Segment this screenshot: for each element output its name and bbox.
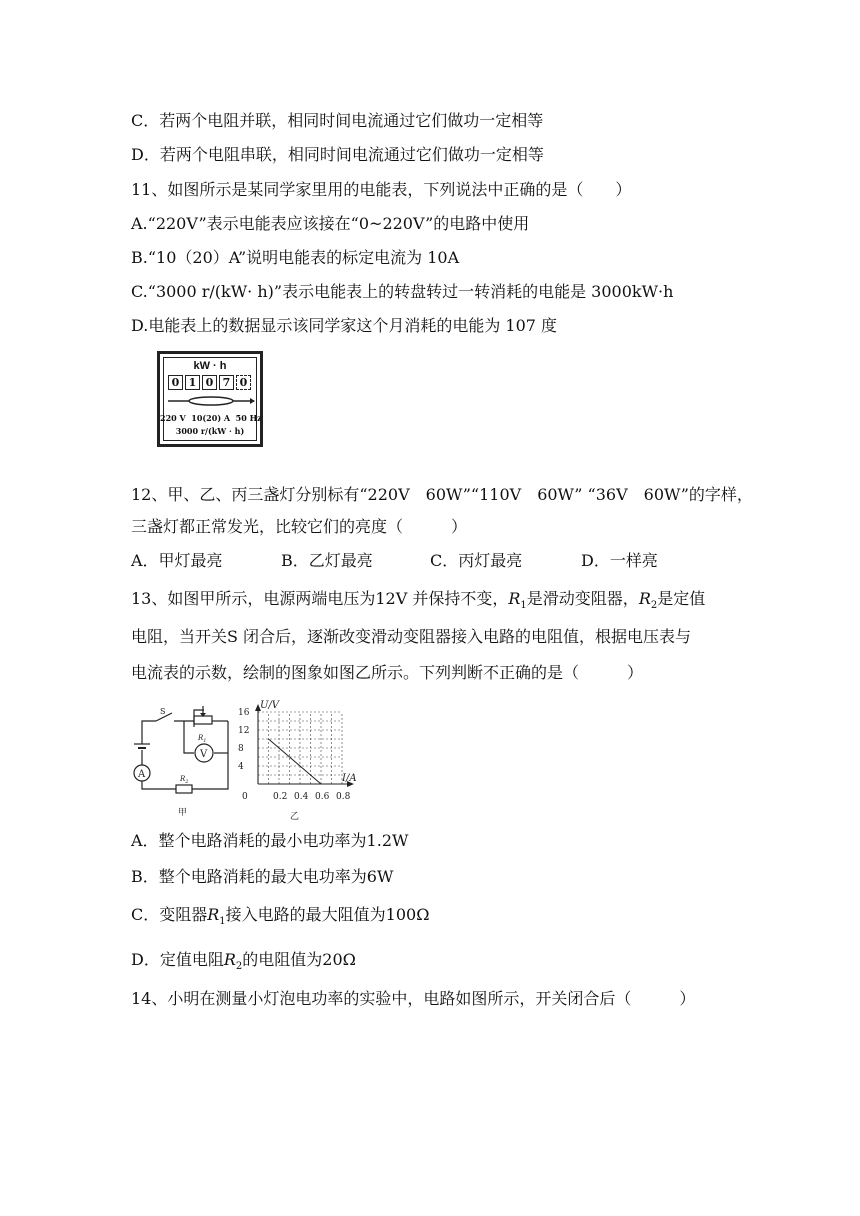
q10-option-d: D．若两个电阻串联，相同时间电流通过它们做功一定相等	[131, 145, 544, 164]
q13-option-c-part: C．变阻器	[131, 905, 208, 924]
x-axis-label: I/A	[342, 773, 357, 784]
x-tick-label: 0.4	[294, 792, 309, 802]
u-i-graph	[236, 700, 366, 822]
q12-stem-line1: 12、甲、乙、丙三盏灯分别标有“220V 60W”“110V 60W” “36V 60W”的字样，	[131, 485, 753, 504]
q13-stem-line1	[131, 589, 705, 616]
circuit-caption: 甲	[178, 808, 188, 818]
meter-digit: 1	[185, 375, 200, 390]
q13-option-d-part: D．定值电阻	[131, 950, 224, 969]
q13-stem-line2: 电阻，当开关S 闭合后，逐渐改变滑动变阻器接入电路的电阻值，根据电压表与	[131, 627, 692, 646]
y-tick-label: 8	[238, 744, 244, 754]
ammeter-label: A	[138, 769, 146, 780]
y-tick-label: 16	[238, 708, 250, 718]
graph-caption: 乙	[290, 812, 300, 822]
meter-digit-decimal: 0	[236, 375, 251, 390]
q11-stem: 11、如图所示是某同学家里用的电能表，下列说法中正确的是（ ）	[131, 180, 632, 199]
q11-option-b: B.“10（20）A”说明电能表的标定电流为 10A	[131, 248, 460, 267]
r1-subscript: 1	[219, 916, 226, 927]
q13-option-a: A．整个电路消耗的最小电功率为1.2W	[131, 831, 409, 850]
meter-unit: kW · h	[193, 360, 227, 372]
x-tick-label: 0.8	[336, 792, 351, 802]
circuit-r1-label: $R_1$	[198, 734, 207, 744]
y-tick-label: 4	[238, 762, 244, 772]
q13-stem-line3: 电流表的示数，绘制的图象如图乙所示。下列判断不正确的是（ ）	[131, 663, 644, 682]
circuit-diagram	[126, 702, 246, 822]
meter-digit: 7	[219, 375, 234, 390]
q13-option-c-part: 接入电路的最大阻值为100Ω	[225, 905, 430, 924]
meter-digits	[168, 375, 251, 390]
electric-meter-figure	[157, 351, 263, 447]
q11-option-d: D.电能表上的数据显示该同学家这个月消耗的电能为 107 度	[131, 316, 558, 335]
meter-disc-icon	[166, 394, 256, 408]
y-axis-label: U/V	[260, 700, 280, 711]
r1-symbol: R	[207, 905, 220, 924]
x-tick-label: 0.2	[273, 792, 288, 802]
q12-option-d: D．一样亮	[581, 551, 658, 570]
q13-option-d	[131, 950, 356, 977]
q13-option-b: B．整个电路消耗的最大电功率为6W	[131, 867, 394, 886]
q11-option-a: A.“220V”表示电能表应该接在“0~220V”的电路中使用	[131, 214, 530, 233]
q13-stem-part: 是滑动变阻器，	[526, 589, 639, 608]
circuit-r2-label: $R_2$	[180, 775, 189, 785]
r1-symbol: R	[508, 589, 521, 608]
r2-subscript: 2	[650, 600, 658, 611]
q14-stem: 14、小明在测量小灯泡电功率的实验中，电路如图所示，开关闭合后（ ）	[131, 989, 696, 1008]
meter-digit: 0	[168, 375, 183, 390]
r2-symbol: R	[223, 950, 236, 969]
q13-stem-part: 13、如图甲所示，电源两端电压为12V 并保持不变，	[131, 589, 509, 608]
switch-label: S	[160, 707, 166, 716]
q13-option-d-part: 的电阻值为20Ω	[242, 950, 356, 969]
r2-symbol: R	[638, 589, 651, 608]
q11-option-c: C.“3000 r/(kW· h)”表示电能表上的转盘转过一转消耗的电能是 3000kW·h	[131, 282, 674, 301]
q13-stem-part: 是定值	[657, 589, 706, 608]
q12-option-a: A．甲灯最亮	[131, 551, 223, 570]
q12-stem-line2: 三盏灯都正常发光，比较它们的亮度（ ）	[131, 517, 468, 536]
meter-digit: 0	[202, 375, 217, 390]
x-tick-label: 0.6	[315, 792, 330, 802]
q12-option-b: B．乙灯最亮	[281, 551, 373, 570]
voltmeter-label: V	[200, 749, 208, 760]
q10-option-c: C．若两个电阻并联，相同时间电流通过它们做功一定相等	[131, 111, 544, 130]
data-line	[269, 739, 322, 784]
meter-spec-rating: 220 V 10(20) A 50 Hz	[160, 413, 262, 423]
r2-subscript: 2	[235, 961, 243, 972]
r1-subscript: 1	[520, 600, 527, 611]
q13-option-c	[131, 905, 429, 932]
y-tick-label: 12	[238, 726, 250, 736]
origin-label: 0	[242, 792, 248, 802]
meter-spec-constant: 3000 r/(kW · h)	[175, 426, 245, 436]
q12-option-c: C．丙灯最亮	[430, 551, 523, 570]
